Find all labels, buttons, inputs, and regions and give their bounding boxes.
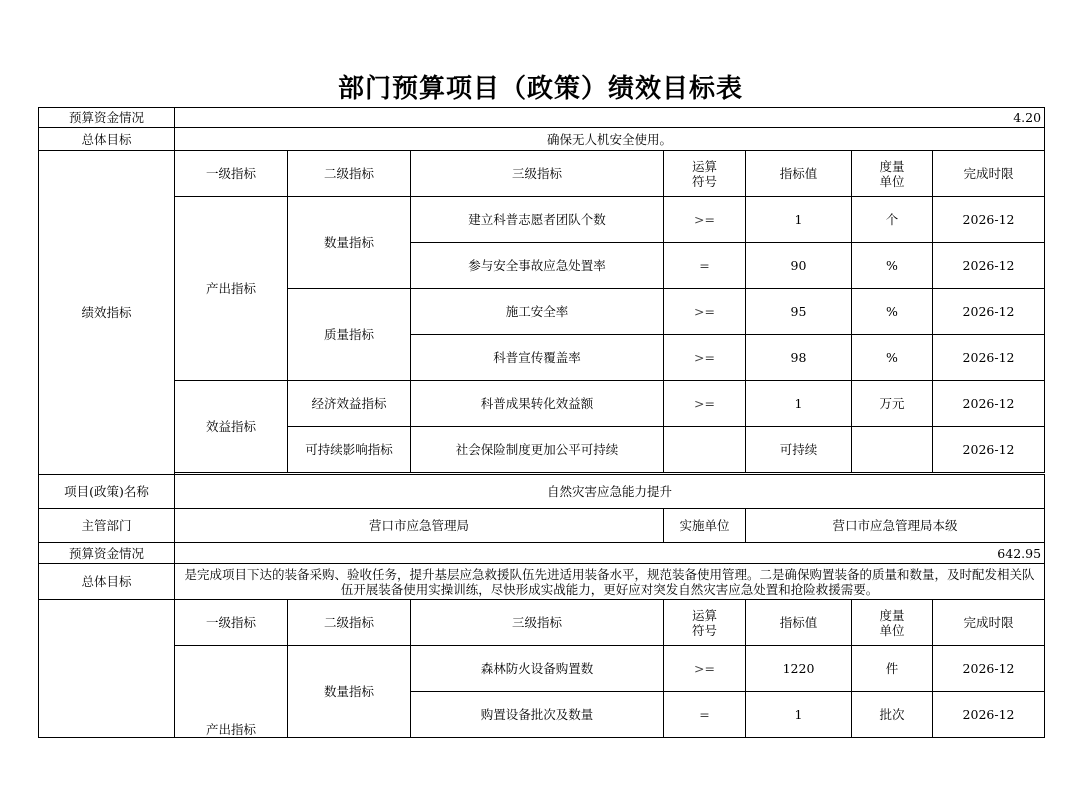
- header-value: 指标值: [746, 151, 852, 197]
- goal-row-2: [39, 564, 1045, 600]
- indicator-operator: >=: [664, 289, 746, 335]
- indicator-value: 1: [746, 692, 852, 738]
- header-operator: 运算 符号: [664, 600, 746, 646]
- header-level1: 一级指标: [175, 151, 288, 197]
- header-operator: 运算 符号: [664, 151, 746, 197]
- page-title: 部门预算项目（政策）绩效目标表: [337, 74, 743, 104]
- header-deadline: 完成时限: [933, 151, 1045, 197]
- dept-row: [39, 509, 1045, 543]
- output-label-2: 产出指标: [175, 646, 288, 738]
- goal-label: 总体目标: [39, 128, 175, 151]
- quantity-label: 数量指标: [288, 197, 411, 289]
- indicator-unit: %: [852, 335, 933, 381]
- project-name: 自然灾害应急能力提升: [175, 475, 1045, 509]
- header-deadline: 完成时限: [933, 600, 1045, 646]
- indicator-deadline: 2026-12: [933, 646, 1045, 692]
- perf-label-2: [39, 600, 175, 738]
- indicator-name: 施工安全率: [411, 289, 664, 335]
- indicator-unit: 个: [852, 197, 933, 243]
- header-level1: 一级指标: [175, 600, 288, 646]
- indicator-value: 90: [746, 243, 852, 289]
- indicator-name: 参与安全事故应急处置率: [411, 243, 664, 289]
- sustain-label: 可持续影响指标: [288, 427, 411, 473]
- indicator-deadline: 2026-12: [933, 197, 1045, 243]
- indicator-name: 科普宣传覆盖率: [411, 335, 664, 381]
- budget-row: [39, 108, 1045, 128]
- indicator-deadline: 2026-12: [933, 427, 1045, 473]
- indicator-unit: [852, 427, 933, 473]
- indicator-name: 建立科普志愿者团队个数: [411, 197, 664, 243]
- indicator-operator: [664, 427, 746, 473]
- table-row: [39, 646, 1045, 692]
- goal-text: 是完成项目下达的装备采购、验收任务，提升基层应急救援队伍先进适用装备水平，规范装备使用管理。二是确保购置装备的质量和数量，及时配发相关队伍开展装备使用实操训练，尽快形成实战能力，更好应对突发自然灾害应急处置和抢险救援需要。: [175, 564, 1045, 600]
- performance-table: [38, 107, 1045, 738]
- dept-value: 营口市应急管理局: [175, 509, 664, 543]
- indicator-name: 森林防火设备购置数: [411, 646, 664, 692]
- header-level2: 二级指标: [288, 151, 411, 197]
- goal-label: 总体目标: [39, 564, 175, 600]
- econ-label: 经济效益指标: [288, 381, 411, 427]
- header-unit: 度量 单位: [852, 600, 933, 646]
- indicator-unit: %: [852, 289, 933, 335]
- indicator-unit: 件: [852, 646, 933, 692]
- table-row: [39, 197, 1045, 243]
- header-level2: 二级指标: [288, 600, 411, 646]
- indicator-value: 98: [746, 335, 852, 381]
- indicator-name: 科普成果转化效益额: [411, 381, 664, 427]
- output-label: 产出指标: [175, 197, 288, 381]
- indicator-unit: 批次: [852, 692, 933, 738]
- project-label: 项目(政策)名称: [39, 475, 175, 509]
- perf-label: 绩效指标: [39, 151, 175, 475]
- indicator-operator: =: [664, 243, 746, 289]
- header-row-2: [39, 600, 1045, 646]
- page-bottom-mask: [0, 742, 1081, 793]
- benefit-label: 效益指标: [175, 381, 288, 473]
- quality-label: 质量指标: [288, 289, 411, 381]
- header-level3: 三级指标: [411, 151, 664, 197]
- indicator-operator: >=: [664, 197, 746, 243]
- impl-label: 实施单位: [664, 509, 746, 543]
- header-value: 指标值: [746, 600, 852, 646]
- goal-row: [39, 128, 1045, 151]
- budget-row-2: [39, 543, 1045, 564]
- indicator-deadline: 2026-12: [933, 692, 1045, 738]
- header-row: [39, 151, 1045, 197]
- indicator-value: 1: [746, 381, 852, 427]
- goal-text: 确保无人机安全使用。: [175, 128, 1045, 151]
- indicator-name: 社会保险制度更加公平可持续: [411, 427, 664, 473]
- header-level3: 三级指标: [411, 600, 664, 646]
- indicator-name: 购置设备批次及数量: [411, 692, 664, 738]
- indicator-deadline: 2026-12: [933, 381, 1045, 427]
- indicator-deadline: 2026-12: [933, 243, 1045, 289]
- indicator-deadline: 2026-12: [933, 289, 1045, 335]
- indicator-operator: >=: [664, 381, 746, 427]
- project-row: [39, 475, 1045, 509]
- budget-label: 预算资金情况: [39, 543, 175, 564]
- budget-label: 预算资金情况: [39, 108, 175, 128]
- header-unit: 度量 单位: [852, 151, 933, 197]
- indicator-value: 可持续: [746, 427, 852, 473]
- indicator-unit: 万元: [852, 381, 933, 427]
- table-row: [39, 381, 1045, 427]
- indicator-value: 1220: [746, 646, 852, 692]
- budget-value: 642.95: [175, 543, 1045, 564]
- indicator-operator: >=: [664, 646, 746, 692]
- quantity-label-2: 数量指标: [288, 646, 411, 738]
- indicator-deadline: 2026-12: [933, 335, 1045, 381]
- budget-value: 4.20: [175, 108, 1045, 128]
- indicator-operator: >=: [664, 335, 746, 381]
- indicator-value: 95: [746, 289, 852, 335]
- indicator-unit: %: [852, 243, 933, 289]
- impl-value: 营口市应急管理局本级: [746, 509, 1045, 543]
- indicator-operator: =: [664, 692, 746, 738]
- indicator-value: 1: [746, 197, 852, 243]
- dept-label: 主管部门: [39, 509, 175, 543]
